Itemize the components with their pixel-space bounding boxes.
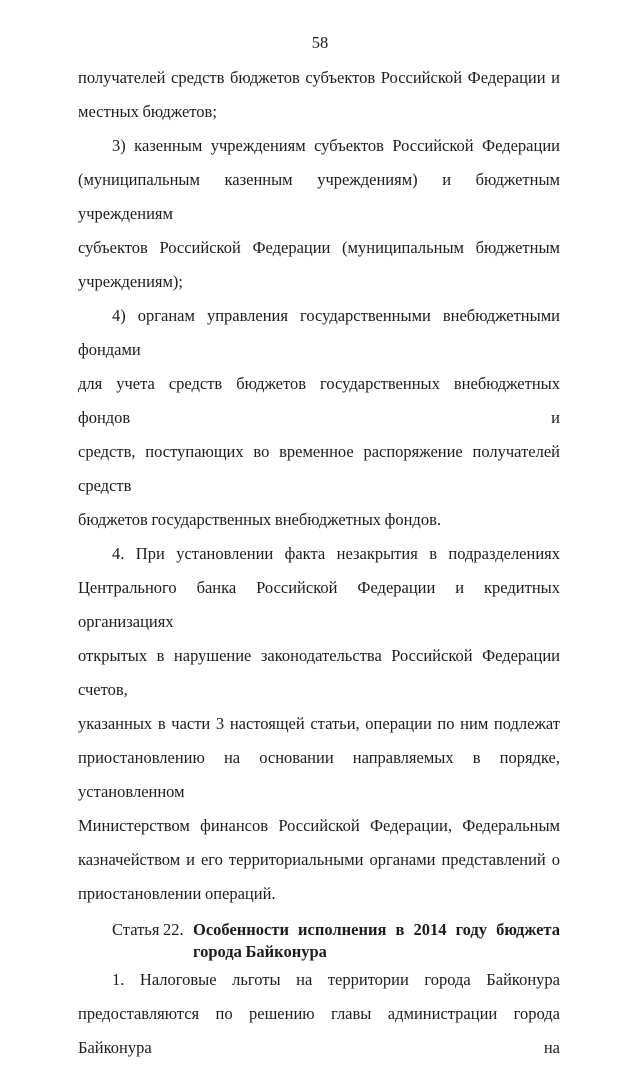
- text-line: Центрального банка Российской Федерации и кредитных организациях: [78, 578, 560, 631]
- text-line: 4. При установлении факта незакрытия в подразделениях: [112, 544, 560, 563]
- text-line: приостановлению на основании направляемых в порядке, установленном: [78, 748, 560, 801]
- text-line: местных бюджетов;: [78, 102, 217, 121]
- text-line: приостановлении операций.: [78, 884, 276, 903]
- text-line: казначейством и его территориальными органами представлений о: [78, 850, 560, 869]
- text-line: города Байконура: [193, 942, 327, 961]
- text-line: для учета средств бюджетов государственных внебюджетных фондов и: [78, 374, 560, 427]
- text-line: учреждениям);: [78, 272, 184, 291]
- paragraph-continuation: [78, 61, 560, 129]
- paragraph-item-3: [78, 129, 560, 299]
- text-line: 3) казенным учреждениям субъектов Российской Федерации: [112, 136, 560, 155]
- text-line: Особенности исполнения в 2014 году бюджета: [193, 920, 560, 939]
- article-number-label: Статья 22.: [112, 920, 184, 939]
- text-line: (муниципальным казенным учреждениям) и бюджетным учреждениям: [78, 170, 560, 223]
- text-line: субъектов Российской Федерации (муниципальным бюджетным: [78, 238, 560, 257]
- text-line: средств, поступающих во временное распоряжение получателей средств: [78, 442, 560, 495]
- page-number: 58: [311, 33, 329, 52]
- text-line: 4) органам управления государственными внебюджетными фондами: [78, 306, 560, 359]
- paragraph-part-1: [78, 963, 560, 1065]
- paragraph-part-4: [78, 537, 560, 911]
- text-line: бюджетов государственных внебюджетных фондов.: [78, 510, 441, 529]
- document-body: [78, 61, 560, 1065]
- text-line: предоставляются по решению главы администрации города Байконура на: [78, 1004, 560, 1057]
- text-line: указанных в части 3 настоящей статьи, операции по ним подлежат: [78, 714, 560, 733]
- article-heading: [112, 919, 560, 963]
- text-line: Министерством финансов Российской Федерации, Федеральным: [78, 816, 560, 835]
- text-line: открытых в нарушение законодательства Российской Федерации счетов,: [78, 646, 560, 699]
- text-line: 1. Налоговые льготы на территории города Байконура: [112, 970, 560, 989]
- paragraph-item-4: [78, 299, 560, 537]
- article-title: [193, 919, 560, 963]
- text-line: получателей средств бюджетов субъектов Российской Федерации и: [78, 68, 560, 87]
